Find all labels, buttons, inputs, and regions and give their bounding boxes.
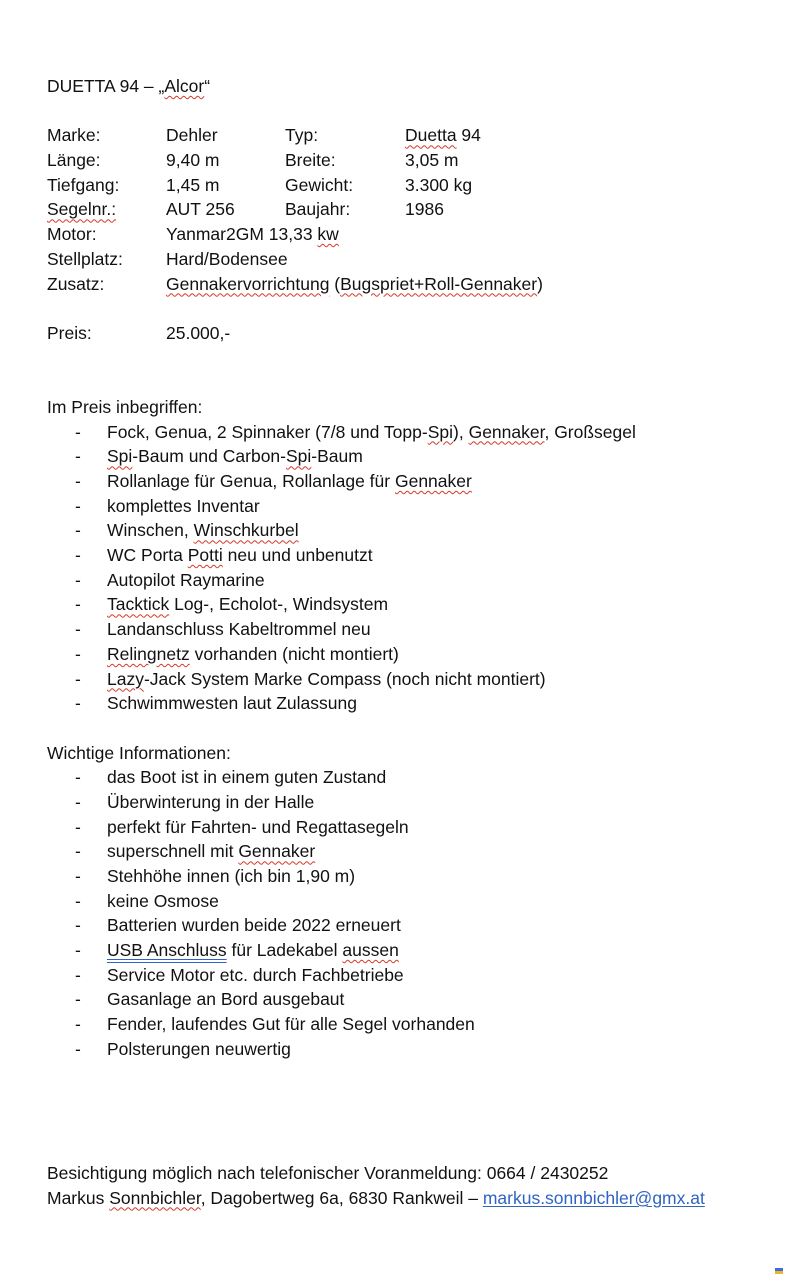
spec-value: 1986 xyxy=(405,199,444,220)
bullet-dash: - xyxy=(75,421,81,442)
list-item-text: WC Porta Potti neu und unbenutzt xyxy=(107,545,373,566)
list-item xyxy=(47,765,767,790)
page-title xyxy=(47,74,767,99)
list-item xyxy=(47,420,767,445)
list-item-text: Polsterungen neuwertig xyxy=(107,1038,291,1059)
list-item-text: Überwinterung in der Halle xyxy=(107,791,315,812)
list-item xyxy=(47,592,767,617)
list-item-text: Service Motor etc. durch Fachbetriebe xyxy=(107,964,404,985)
title-model: DUETTA 94 – „ xyxy=(47,76,165,96)
list-item xyxy=(47,963,767,988)
list-item xyxy=(47,617,767,642)
bullet-dash: - xyxy=(75,841,81,862)
spec-value: Dehler xyxy=(166,125,218,146)
spec-value: AUT 256 xyxy=(166,199,235,220)
list-item-text: Landanschluss Kabeltrommel neu xyxy=(107,619,371,640)
spec-label: Marke: xyxy=(47,125,101,146)
spec-row-segelnr xyxy=(47,197,767,222)
bullet-dash: - xyxy=(75,569,81,590)
contact-address: Markus Sonnbichler, Dagobertweg 6a, 6830 Rankweil – markus.sonnbichler@gmx.at xyxy=(47,1187,705,1208)
spec-label: Breite: xyxy=(285,150,336,171)
list-item xyxy=(47,543,767,568)
bullet-dash: - xyxy=(75,693,81,714)
spec-row-marke xyxy=(47,123,767,148)
info-heading: Wichtige Informationen: xyxy=(47,742,231,763)
corner-logo-icon xyxy=(775,1268,783,1274)
spec-label: Segelnr.: xyxy=(47,199,117,220)
price-value: 25.000,- xyxy=(166,322,231,343)
spec-value: Hard/Bodensee xyxy=(166,248,288,269)
list-item xyxy=(47,987,767,1012)
spec-value: Yanmar2GM 13,33 kw xyxy=(166,224,339,245)
list-item xyxy=(47,1012,767,1037)
list-item xyxy=(47,790,767,815)
list-item-text: Gasanlage an Bord ausgebaut xyxy=(107,989,345,1010)
bullet-dash: - xyxy=(75,940,81,961)
list-item-text: perfekt für Fahrten- und Regattasegeln xyxy=(107,816,409,837)
bullet-dash: - xyxy=(75,989,81,1010)
bullet-dash: - xyxy=(75,767,81,788)
title-boat-name: Alcor xyxy=(164,76,205,96)
spec-label: Motor: xyxy=(47,224,97,245)
included-list xyxy=(47,420,767,716)
list-item-text: Schwimmwesten laut Zulassung xyxy=(107,693,357,714)
list-item-text: Tacktick Log-, Echolot-, Windsystem xyxy=(107,594,389,615)
list-item-text: Spi-Baum und Carbon-Spi-Baum xyxy=(107,446,363,467)
list-item xyxy=(47,864,767,889)
bullet-dash: - xyxy=(75,1014,81,1035)
bullet-dash: - xyxy=(75,446,81,467)
bullet-dash: - xyxy=(75,495,81,516)
list-item-text: Lazy-Jack System Marke Compass (noch nicht montiert) xyxy=(107,668,546,689)
list-item xyxy=(47,839,767,864)
list-item xyxy=(47,469,767,494)
spec-label: Baujahr: xyxy=(285,199,351,220)
bullet-dash: - xyxy=(75,964,81,985)
list-item-text: keine Osmose xyxy=(107,890,219,911)
spec-row-laenge xyxy=(47,148,767,173)
list-item xyxy=(47,889,767,914)
email-link[interactable]: markus.sonnbichler@gmx.at xyxy=(482,1187,705,1208)
bullet-dash: - xyxy=(75,520,81,541)
spec-label: Typ: xyxy=(285,125,319,146)
list-item xyxy=(47,494,767,519)
title-quote-close: “ xyxy=(204,76,211,96)
price-row xyxy=(47,321,767,346)
list-item-text: Fender, laufendes Gut für alle Segel vorhanden xyxy=(107,1014,475,1035)
bullet-dash: - xyxy=(75,471,81,492)
list-item-text: komplettes Inventar xyxy=(107,495,260,516)
bullet-dash: - xyxy=(75,594,81,615)
list-item-text: Fock, Genua, 2 Spinnaker (7/8 und Topp-Spi), Gennaker, Großsegel xyxy=(107,421,636,442)
bullet-dash: - xyxy=(75,643,81,664)
document-body xyxy=(47,74,767,1062)
list-item-text: das Boot ist in einem guten Zustand xyxy=(107,767,387,788)
spec-value: Gennakervorrichtung (Bugspriet+Roll-Gennaker) xyxy=(166,273,543,294)
bullet-dash: - xyxy=(75,890,81,911)
list-item-text: Stehhöhe innen (ich bin 1,90 m) xyxy=(107,866,356,887)
list-item xyxy=(47,568,767,593)
spec-value: 1,45 m xyxy=(166,174,220,195)
list-item xyxy=(47,815,767,840)
viewing-note: Besichtigung möglich nach telefonischer Voranmeldung: 0664 / 2430252 xyxy=(47,1163,609,1183)
list-item-text: Autopilot Raymarine xyxy=(107,569,265,590)
contact-name: Sonnbichler xyxy=(109,1187,201,1208)
bullet-dash: - xyxy=(75,866,81,887)
spec-label: Gewicht: xyxy=(285,174,354,195)
spec-value: 3.300 kg xyxy=(405,174,473,195)
spec-row-tiefgang xyxy=(47,173,767,198)
list-item xyxy=(47,518,767,543)
info-list xyxy=(47,765,767,1061)
price-label: Preis: xyxy=(47,322,92,343)
list-item xyxy=(47,913,767,938)
bullet-dash: - xyxy=(75,545,81,566)
contact-footer xyxy=(47,1161,705,1210)
bullet-dash: - xyxy=(75,1038,81,1059)
list-item xyxy=(47,691,767,716)
spec-label: Länge: xyxy=(47,150,101,171)
spec-label: Tiefgang: xyxy=(47,174,120,195)
list-item xyxy=(47,1037,767,1062)
list-item-text: USB Anschluss für Ladekabel aussen xyxy=(107,940,399,961)
list-item xyxy=(47,642,767,667)
list-item-text: Relingnetz vorhanden (nicht montiert) xyxy=(107,643,399,664)
list-item xyxy=(47,938,767,963)
spec-value: Duetta 94 xyxy=(405,125,481,146)
list-item xyxy=(47,444,767,469)
list-item-text: Rollanlage für Genua, Rollanlage für Gennaker xyxy=(107,471,472,492)
bullet-dash: - xyxy=(75,791,81,812)
spec-value: 9,40 m xyxy=(166,150,220,171)
list-item-text: superschnell mit Gennaker xyxy=(107,841,316,862)
bullet-dash: - xyxy=(75,915,81,936)
spec-value: 3,05 m xyxy=(405,150,459,171)
list-item-text: Batterien wurden beide 2022 erneuert xyxy=(107,915,401,936)
list-item xyxy=(47,667,767,692)
spec-label: Zusatz: xyxy=(47,273,105,294)
spec-table xyxy=(47,123,767,296)
spec-row-motor xyxy=(47,222,767,247)
included-heading: Im Preis inbegriffen: xyxy=(47,396,203,417)
bullet-dash: - xyxy=(75,816,81,837)
spec-row-stellplatz xyxy=(47,247,767,272)
bullet-dash: - xyxy=(75,668,81,689)
bullet-dash: - xyxy=(75,619,81,640)
list-item-text: Winschen, Winschkurbel xyxy=(107,520,299,541)
spec-label: Stellplatz: xyxy=(47,248,123,269)
spec-row-zusatz xyxy=(47,272,767,297)
